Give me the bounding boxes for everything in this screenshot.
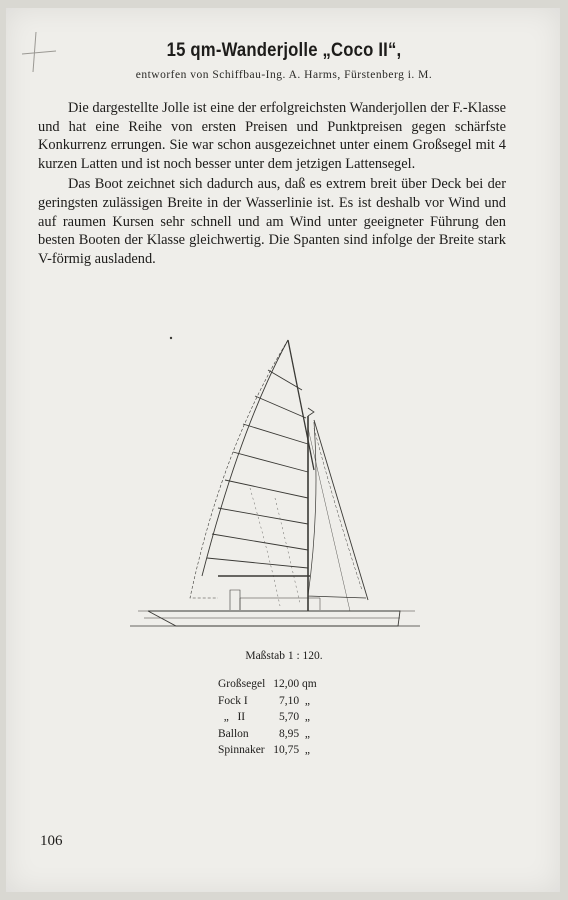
sail-name: Fock I — [218, 694, 248, 707]
paragraph-2: Das Boot zeichnet sich dadurch aus, daß es extrem breit über Deck bei der geringsten zulässigen Breite in der Wasserlinie ist. Es ist deshalb vor Wind und auf raumen Kursen sehr schnell und am Wind unter geeigneter Führung den besten Booten der Klasse gleichwertig. Die Spanten sind infolge der Breite stark V-förmig ausladend. — [38, 176, 506, 267]
sail-area-value: 5,70 „ — [273, 711, 310, 723]
table-row — [218, 711, 317, 728]
article-body — [38, 99, 506, 268]
sail-name: Ballon — [218, 727, 249, 740]
sail-area-table — [218, 678, 317, 761]
table-row — [218, 744, 317, 761]
sail-name: Großsegel — [218, 678, 266, 690]
sail-area-value: 8,95 „ — [273, 727, 310, 740]
page-title: 15 qm-Wanderjolle „Coco II“, — [166, 40, 402, 61]
sail-name: „ II — [218, 711, 246, 723]
sail-area-value: 12,00 qm — [273, 678, 317, 690]
sail-area-value: 7,10 „ — [273, 694, 310, 707]
hull-outline — [148, 611, 400, 626]
sail-plan-drawing — [130, 328, 430, 633]
paragraph-1: Die dargestellte Jolle ist eine der erfolgreichsten Wanderjollen der F.-Klasse und hat eine Reihe von ersten Preisen und Punktpreisen gegen schärfste Konkurrenz errungen. Sie war schon ausgezeichnet unter einem Großsegel mit 4 kurzen Latten und ist noch besser unter dem jetzigen Lattensegel. — [38, 100, 506, 172]
sail-area-value: 10,75 „ — [273, 744, 310, 756]
table-row — [218, 678, 317, 695]
scale-caption: Maßstab 1 : 120. — [245, 650, 323, 662]
table-row — [218, 695, 317, 712]
table-row — [218, 728, 317, 745]
page-number: 106 — [40, 833, 63, 849]
sail-name: Spinnaker — [218, 744, 265, 756]
designer-subtitle: entworfen von Schiffbau-Ing. A. Harms, Fürstenberg i. M. — [135, 69, 433, 81]
